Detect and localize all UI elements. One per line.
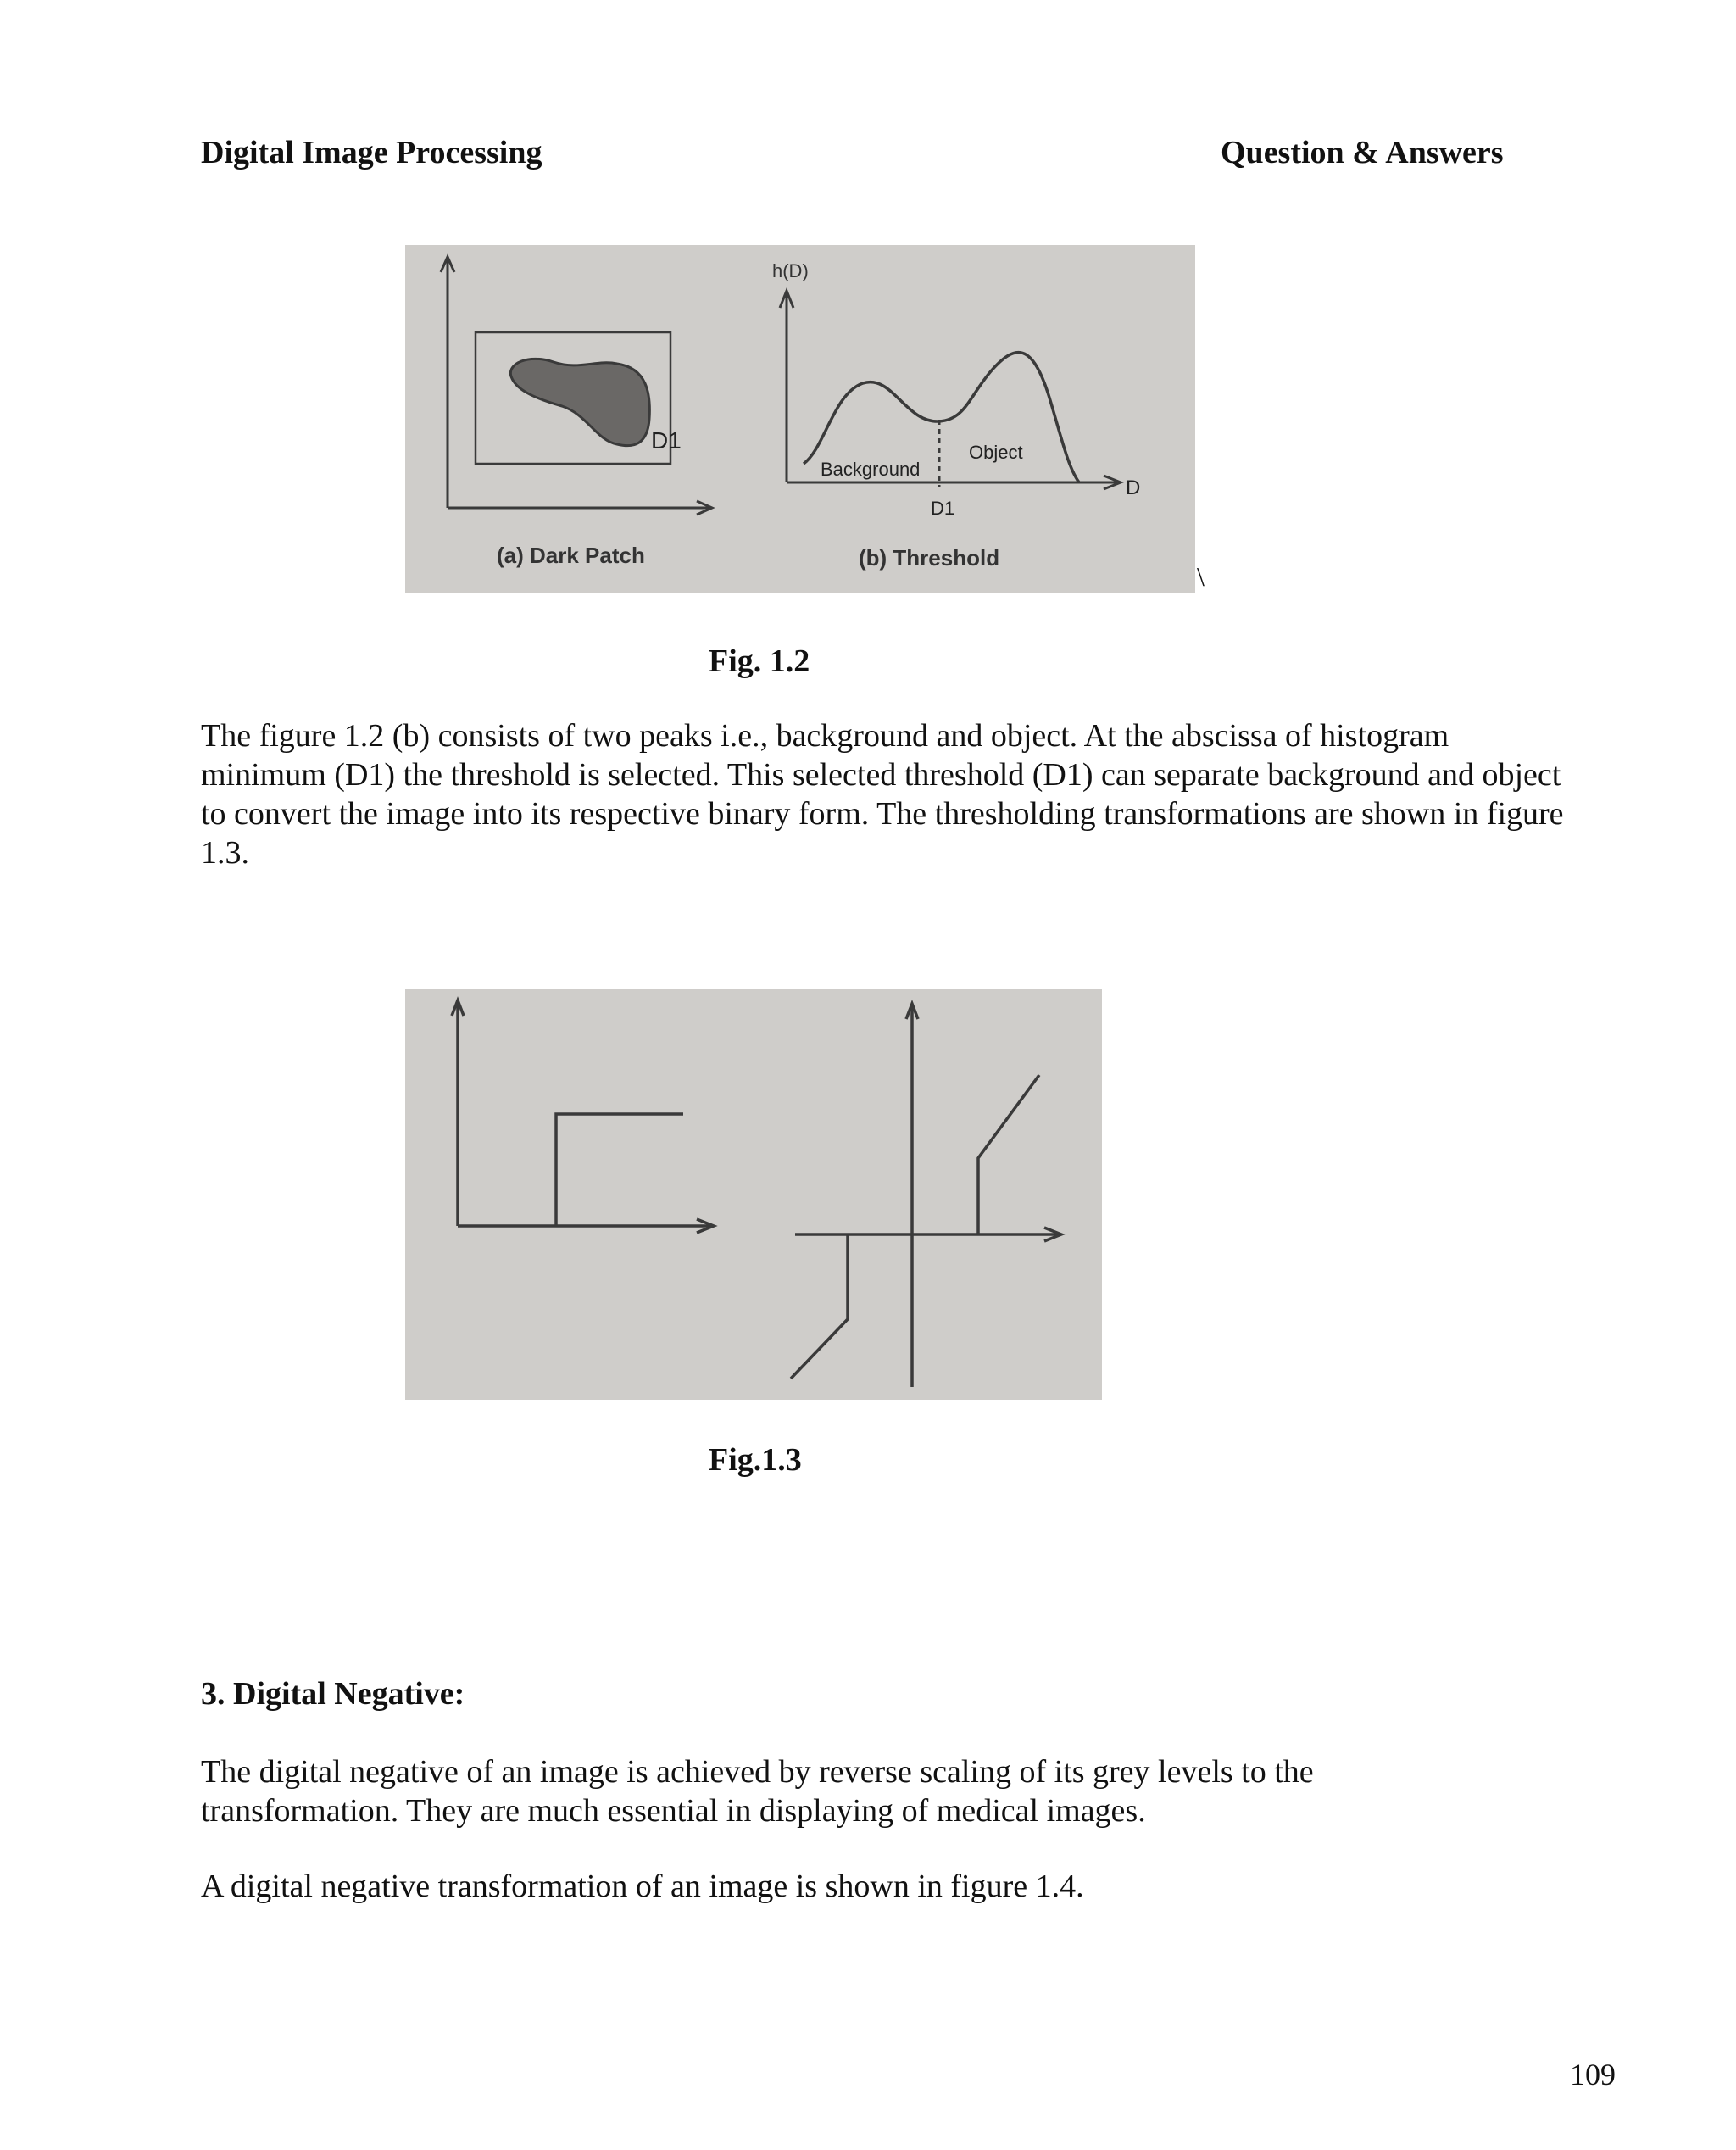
background-label: Background bbox=[821, 459, 921, 480]
header-title: Digital Image Processing bbox=[201, 135, 542, 170]
h-axis-label: h(D) bbox=[772, 260, 809, 281]
page-number: 109 bbox=[1570, 2058, 1616, 2092]
paragraph-digital-negative: The digital negative of an image is achieved by reverse scaling of its grey levels to the transformation. They are much essential in displaying of medical images. bbox=[201, 1754, 1314, 1829]
figure-1-2-caption: Fig. 1.2 bbox=[709, 643, 810, 679]
d1-patch-label: D1 bbox=[651, 427, 682, 454]
figure-1-3-caption: Fig.1.3 bbox=[709, 1442, 802, 1478]
right-plot-positive-branch bbox=[978, 1075, 1039, 1234]
panel-a-label: (a) Dark Patch bbox=[497, 543, 645, 568]
object-label: Object bbox=[969, 442, 1023, 463]
figure-1-2 bbox=[405, 245, 1195, 593]
dark-patch-shape bbox=[510, 359, 649, 445]
panel-b-label: (b) Threshold bbox=[859, 545, 1000, 571]
figure-1-3-drawing bbox=[405, 989, 1102, 1400]
paragraph-threshold: The figure 1.2 (b) consists of two peaks i.e., background and object. At the abscissa of histogram minimum (D1) the threshold is selected. This selected threshold (D1) can separate background and object to convert the image into its respective binary form. The thresholding transformations are shown in figure 1.3. bbox=[201, 718, 1564, 871]
d-axis-label: D bbox=[1126, 476, 1141, 499]
section-heading: 3. Digital Negative: bbox=[201, 1676, 465, 1712]
stray-mark: \ bbox=[1197, 561, 1205, 592]
figure-1-2-drawing bbox=[405, 245, 1195, 593]
right-plot-negative-branch bbox=[791, 1234, 848, 1379]
header-section: Question & Answers bbox=[1221, 135, 1504, 170]
figure-1-3 bbox=[405, 989, 1102, 1400]
d1-axis-label: D1 bbox=[931, 498, 955, 519]
paragraph-figure-reference: A digital negative transformation of an image is shown in figure 1.4. bbox=[201, 1869, 1084, 1904]
left-plot-step-function bbox=[556, 1114, 683, 1226]
